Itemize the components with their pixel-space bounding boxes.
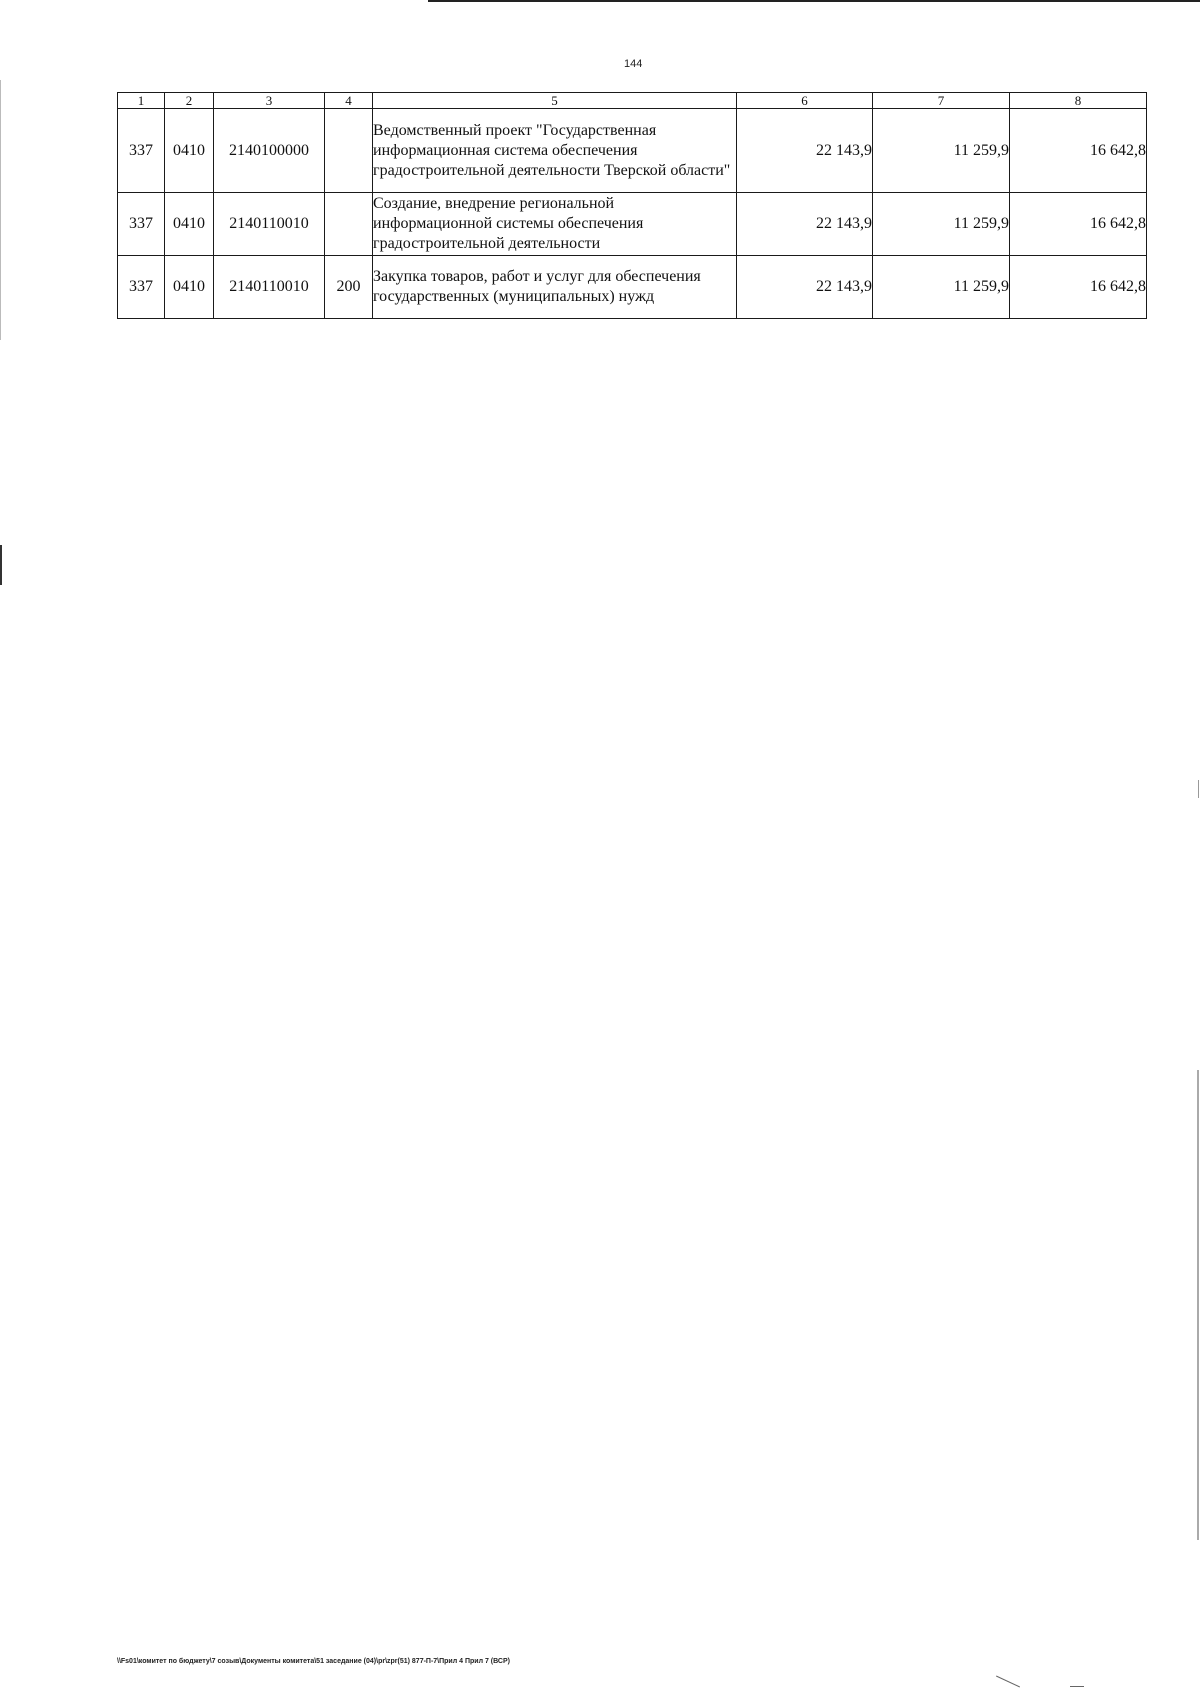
footer-file-path: \\Fs01\комитет по бюджету\7 созыв\Документы комитета\51 заседание (04)\pr\zpr(51) 877-П-7\Прил 4 Прил 7 (ВСР) [117,1658,510,1665]
amount-col7-cell: 11 259,9 [873,193,1010,256]
expense-type-cell [325,193,373,256]
target-code-cell: 2140110010 [214,256,325,319]
col-header-7: 7 [873,93,1010,109]
scan-artifact [996,1676,1020,1688]
top-border-line [428,0,1200,2]
admin-code-cell: 337 [118,193,165,256]
amount-col6-cell: 22 143,9 [737,193,873,256]
col-header-8: 8 [1010,93,1147,109]
col-header-2: 2 [165,93,214,109]
page-number: 144 [624,58,643,70]
section-code-cell: 0410 [165,193,214,256]
amount-col8-cell: 16 642,8 [1010,193,1147,256]
amount-col8-cell: 16 642,8 [1010,256,1147,319]
expense-type-cell: 200 [325,256,373,319]
expense-type-cell [325,109,373,193]
section-code-cell: 0410 [165,109,214,193]
col-header-4: 4 [325,93,373,109]
amount-col7-cell: 11 259,9 [873,109,1010,193]
col-header-1: 1 [118,93,165,109]
table-row [118,193,1147,256]
col-header-6: 6 [737,93,873,109]
item-name-cell: Ведомственный проект "Государственная информационная система обеспечения градостроительной деятельности Тверской области" [373,109,737,193]
scan-artifact [1197,1070,1199,1540]
table-row [118,256,1147,319]
scan-artifact [1198,780,1199,798]
table-row [118,109,1147,193]
admin-code-cell: 337 [118,109,165,193]
section-code-cell: 0410 [165,256,214,319]
scan-artifact [1070,1686,1084,1687]
table-header-row [118,93,1147,109]
col-header-5: 5 [373,93,737,109]
amount-col7-cell: 11 259,9 [873,256,1010,319]
amount-col8-cell: 16 642,8 [1010,109,1147,193]
item-name-cell: Закупка товаров, работ и услуг для обеспечения государственных (муниципальных) нужд [373,256,737,319]
scan-artifact [0,80,1,340]
scan-artifact [0,545,2,585]
target-code-cell: 2140100000 [214,109,325,193]
budget-table [117,92,1147,319]
item-name-cell: Создание, внедрение региональной информационной системы обеспечения градостроительной деятельности [373,193,737,256]
amount-col6-cell: 22 143,9 [737,109,873,193]
target-code-cell: 2140110010 [214,193,325,256]
amount-col6-cell: 22 143,9 [737,256,873,319]
col-header-3: 3 [214,93,325,109]
admin-code-cell: 337 [118,256,165,319]
